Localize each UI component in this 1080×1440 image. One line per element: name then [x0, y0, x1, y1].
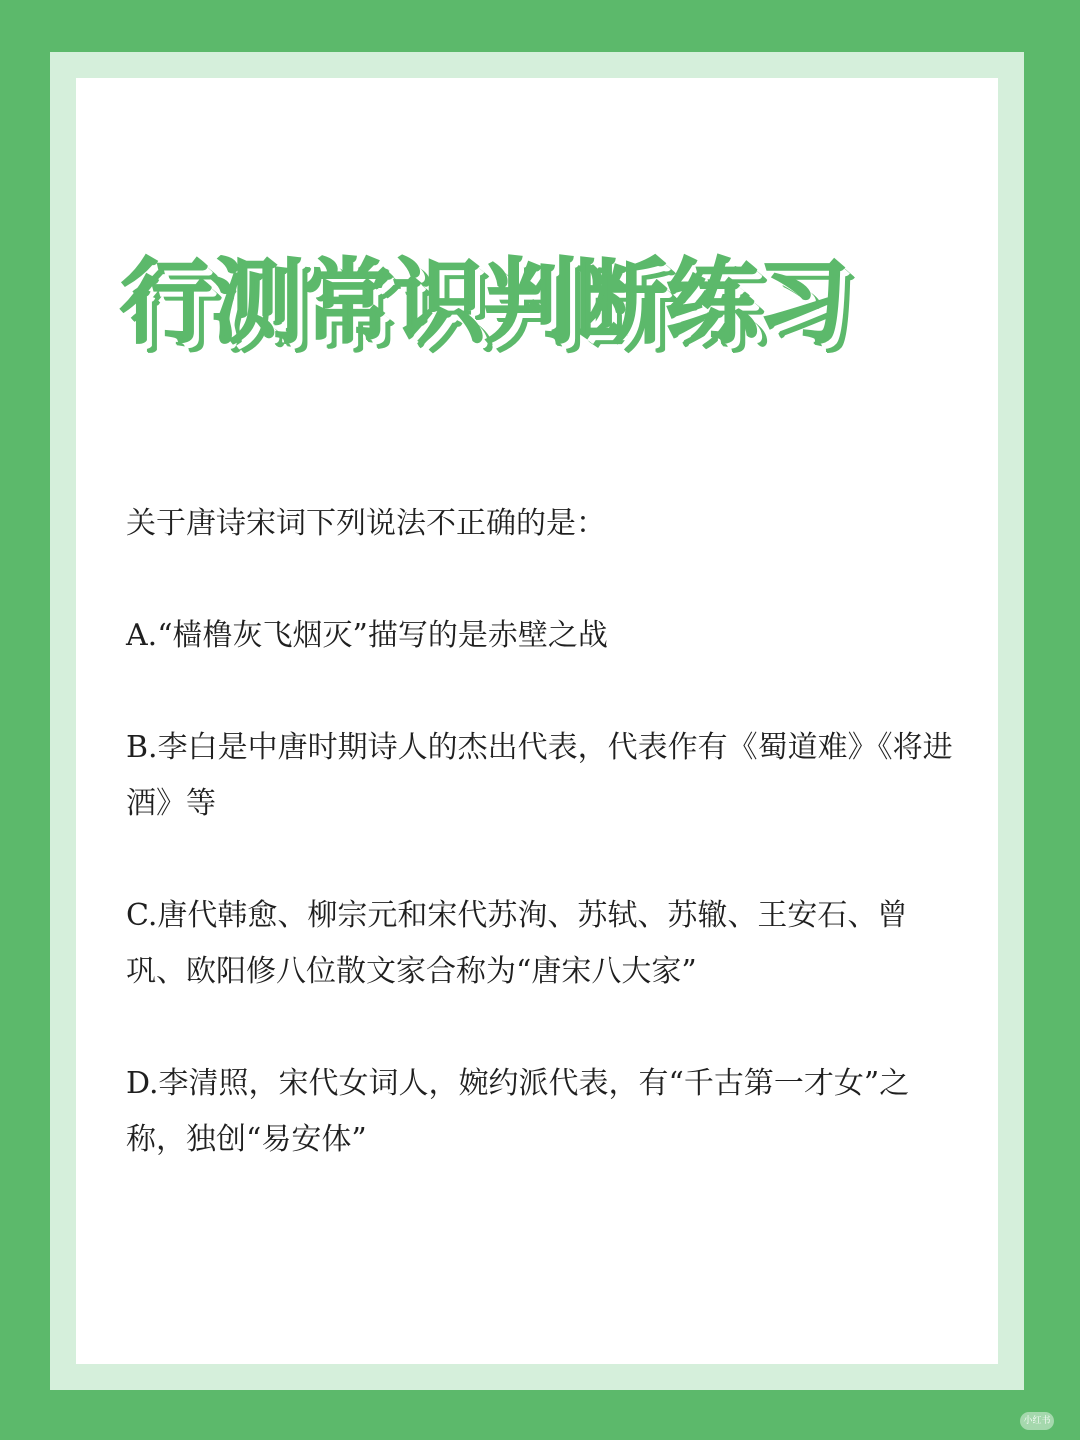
page-title: 行测常识判断练习: [120, 249, 849, 356]
watermark-badge: 小红书: [1020, 1412, 1054, 1430]
option-c: C.唐代韩愈、柳宗元和宋代苏洵、苏轼、苏辙、王安石、曾巩、欧阳修八位散文家合称为“唐宋八大家”: [126, 898, 908, 989]
content-card: [76, 78, 998, 1364]
option-b: B.李白是中唐时期诗人的杰出代表，代表作有《蜀道难》《将进酒》等: [126, 730, 953, 821]
option-a: A.“樯橹灰飞烟灭”描写的是赤壁之战: [126, 618, 608, 653]
quiz-content: [126, 496, 966, 1224]
question-text: 关于唐诗宋词下列说法不正确的是：: [126, 506, 606, 541]
option-d: D.李清照，宋代女词人，婉约派代表，有“千古第一才女”之称，独创“易安体”: [126, 1066, 910, 1157]
